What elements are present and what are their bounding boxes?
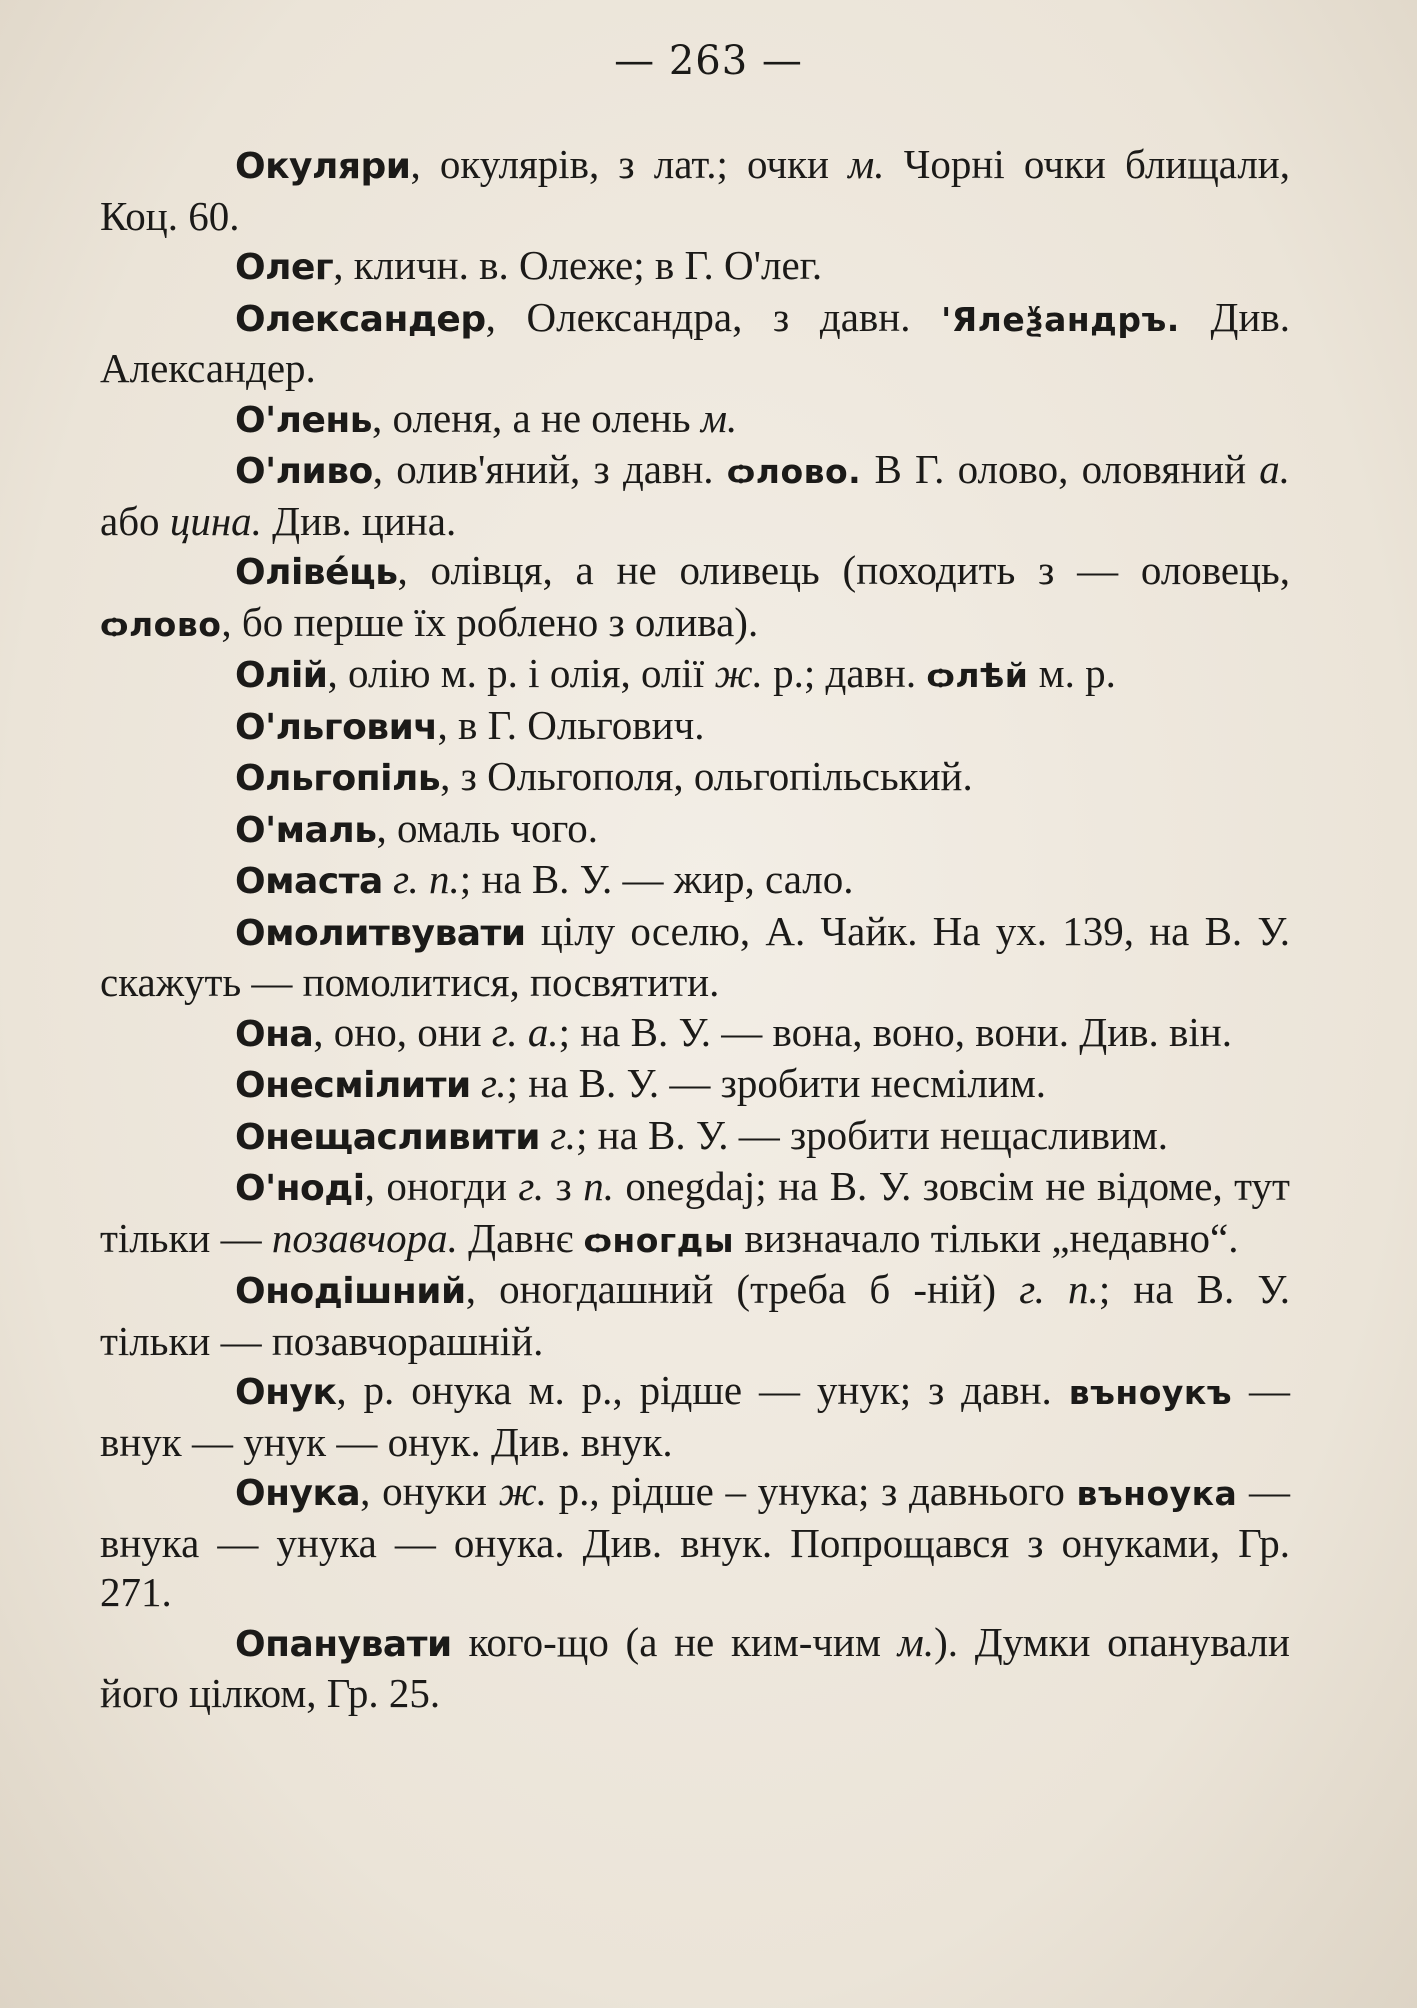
entry-text: ; на В. У. — зробити несмілим. — [506, 1060, 1047, 1106]
dictionary-entry — [100, 445, 1290, 546]
entry-text: , олив'яний, з давн. — [372, 446, 727, 492]
dictionary-entry — [100, 293, 1290, 394]
italic-abbr: ж. — [498, 1468, 547, 1514]
old-slavonic-word: въноукъ — [1068, 1373, 1233, 1412]
italic-abbr: г. — [518, 1163, 545, 1209]
old-slavonic-word: ѻлово — [100, 604, 222, 644]
entry-text: р.; давн. — [762, 650, 927, 696]
entry-text: onegdaj; на В. У. зовсім не відоме, тут тільки — — [100, 1163, 1290, 1261]
entry-text — [383, 856, 393, 902]
entry-text: Див. Александер. — [100, 293, 1290, 391]
italic-abbr: г. п. — [1019, 1266, 1099, 1312]
dictionary-entry — [100, 804, 1290, 856]
old-slavonic-word: ѻлѣй — [926, 656, 1029, 695]
dictionary-entry — [100, 1162, 1290, 1265]
entry-text: ; на В. У. — зробити нещасливим. — [575, 1111, 1169, 1158]
headword: Ольгопіль — [235, 758, 441, 799]
dictionary-entry — [100, 546, 1290, 649]
headword: Онесмілити — [235, 1065, 471, 1106]
headword: Омаста — [235, 861, 383, 902]
old-slavonic-word: въноука — [1076, 1474, 1238, 1513]
entry-text: , оногди — [364, 1163, 519, 1209]
dictionary-entry — [100, 1467, 1290, 1618]
headword: Омолитвувати — [235, 912, 526, 954]
italic-abbr: п. — [583, 1163, 614, 1209]
dictionary-entry — [100, 1111, 1290, 1163]
entry-text: , з Ольгополя, ольгопільський. — [440, 753, 973, 799]
headword: Олег — [235, 247, 334, 288]
entry-text: кого-що (а не ким-чим — [451, 1618, 898, 1665]
old-slavonic-word: 'Ялеѯандръ. — [941, 299, 1180, 339]
entry-text: ; на В. У. тільки — позавчорашній. — [100, 1266, 1291, 1364]
entry-text: — внука — унука — онука. Див. внук. Попрощався з онуками, Гр. 271. — [100, 1468, 1291, 1615]
dictionary-entry — [100, 1618, 1290, 1719]
entry-text: , в Г. Ольгович. — [437, 701, 705, 748]
italic-abbr: г. — [550, 1111, 576, 1158]
entry-text: , оногдашний (треба б -ній) — [465, 1266, 1020, 1312]
dictionary-entry — [100, 1366, 1290, 1467]
dictionary-entry — [100, 394, 1290, 446]
italic-abbr: г. а. — [491, 1008, 559, 1055]
entry-text — [540, 1112, 550, 1158]
entry-text: — внук — унук — онук. Див. внук. — [100, 1367, 1291, 1465]
entry-text: з — [544, 1163, 584, 1209]
dictionary-entry — [100, 1008, 1290, 1060]
dictionary-text — [100, 140, 1290, 1719]
entry-text: , бо перше їх роблено з олива). — [221, 598, 759, 645]
entry-text: , онуки — [360, 1468, 499, 1514]
entry-text — [471, 1060, 481, 1106]
entry-text: Чорні очки блищали, Коц. 60. — [100, 141, 1290, 239]
page-number: — 263 — — [614, 38, 803, 84]
italic-abbr: м. — [848, 141, 885, 187]
entry-text: , олію м. р. і олія, олії — [327, 650, 715, 696]
entry-text: цілу оселю, А. Чайк. На ух. 139, на В. У. скажуть — помолитися, посвятити. — [100, 907, 1290, 1005]
old-slavonic-word: ѻлово. — [726, 452, 862, 491]
entry-text: , оленя, а не олень — [372, 394, 701, 441]
entry-text: ). Думки опанували його цілком, Гр. 25. — [100, 1618, 1290, 1716]
dictionary-entry — [100, 649, 1290, 701]
entry-text: , р. онука м. р., рідше — унук; з давн. — [336, 1367, 1069, 1413]
headword: Олій — [235, 655, 328, 696]
entry-text: , Олександра, з давн. — [485, 293, 942, 340]
dictionary-entry — [100, 1059, 1290, 1111]
headword: Онук — [235, 1372, 337, 1413]
entry-text: ; на В. У. — жир, сало. — [459, 856, 854, 902]
italic-abbr: позавчора. — [271, 1214, 458, 1261]
headword: Онещасливити — [235, 1116, 541, 1158]
headword: Олександер — [235, 298, 486, 340]
entry-text: ; на В. У. — вона, воно, вони. Див. він. — [558, 1008, 1232, 1055]
entry-text: Див. цина. — [261, 497, 457, 544]
dictionary-entry — [100, 907, 1290, 1008]
italic-abbr: ж. — [714, 650, 763, 696]
entry-text: р., рідше – унука; з давнього — [546, 1468, 1077, 1514]
dictionary-entry — [100, 855, 1290, 907]
italic-abbr: г. п. — [393, 856, 460, 902]
dictionary-entry — [100, 752, 1290, 804]
italic-abbr: а. — [1259, 446, 1291, 492]
headword: О'льгович — [235, 706, 438, 748]
dictionary-entry — [100, 701, 1290, 753]
entry-text: , окулярів, з лат.; очки — [410, 141, 849, 187]
dictionary-entry — [100, 1265, 1290, 1366]
headword: О'лень — [235, 399, 373, 441]
entry-text: , олівця, а не оливець (походить з — оловець, — [397, 547, 1290, 593]
dictionary-entry — [100, 140, 1290, 241]
italic-abbr: м. — [700, 394, 738, 441]
entry-text: визначало тільки „недавно“. — [734, 1214, 1239, 1261]
entry-text: або — [100, 497, 170, 544]
headword: Она — [235, 1013, 314, 1055]
headword: Окуляри — [235, 146, 411, 187]
entry-text: , кличн. в. Олеже; в Г. О'лег. — [333, 242, 823, 288]
entry-text: м. р. — [1028, 650, 1116, 696]
entry-text: В Г. олово, оловяний — [861, 446, 1260, 492]
entry-text: , оно, они — [313, 1008, 492, 1055]
italic-abbr: м. — [897, 1618, 935, 1665]
headword: Онука — [235, 1473, 361, 1514]
headword: Опанувати — [235, 1623, 452, 1665]
headword: Оліве́ць — [235, 552, 398, 593]
entry-text: Давнє — [457, 1214, 584, 1261]
headword: О'маль — [235, 809, 377, 851]
dictionary-entry — [100, 241, 1290, 293]
italic-abbr: цина. — [169, 497, 262, 544]
italic-abbr: г. — [480, 1060, 507, 1106]
headword: О'ноді — [235, 1168, 365, 1209]
entry-text: , омаль чого. — [376, 804, 599, 851]
old-slavonic-word: ѻногды — [583, 1220, 735, 1260]
headword: Онодішний — [235, 1271, 466, 1312]
headword: О'ливо — [235, 451, 373, 492]
